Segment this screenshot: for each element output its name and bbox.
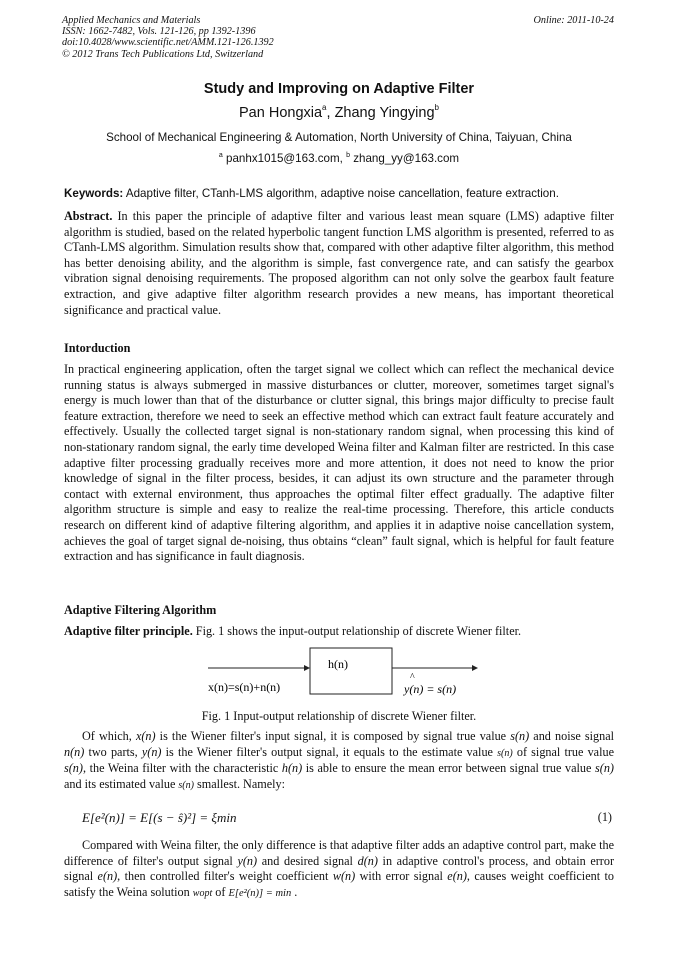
compare-text-1: Compared with Weina filter, the only difference is that adaptive filter adds an adaptive control part, make the difference of filter's output signal <box>64 838 614 868</box>
output-label: y(n) = s(n) <box>404 682 457 696</box>
affiliation: School of Mechanical Engineering & Automation, North University of China, Taiyuan, China <box>106 131 572 144</box>
var-y-2: y(n) <box>237 853 258 868</box>
var-s-hat: s(n) <box>497 747 513 759</box>
principle-paragraph <box>64 624 614 640</box>
email-b-sup: b <box>346 152 350 160</box>
compare-text-3: in adaptive control's process, and obtain error signal <box>64 853 615 884</box>
author-1-sup: a <box>322 103 327 112</box>
compare-paragraph <box>64 838 614 901</box>
copyright-line: © 2012 Trans Tech Publications Ltd, Switzerland <box>62 48 264 60</box>
email-a: panhx1015@163.com, <box>222 152 347 165</box>
journal-header <box>62 15 274 60</box>
filter-box-label: h(n) <box>328 657 348 671</box>
author-separator: , <box>326 104 335 121</box>
var-e-2: e(n) <box>447 869 467 884</box>
email-a-sup: a <box>218 152 223 160</box>
author-1: Pan Hongxia <box>239 104 323 121</box>
input-label: x(n)=s(n)+n(n) <box>208 680 281 694</box>
var-d: d(n) <box>357 853 378 868</box>
equation-1: E[e²(n)] = E[(s − ŝ)²] = ξmin <box>82 810 237 825</box>
author-2-sup: b <box>434 103 439 112</box>
wiener-paragraph <box>64 729 614 793</box>
email-line <box>0 152 678 165</box>
wiener-text-5: is the Wiener filter's output signal, it equals to the estimate value <box>161 744 498 759</box>
issn-line: ISSN: 1662-7482, Vols. 121-126, pp 1392-1396 <box>62 26 256 38</box>
var-s-hat-2: s(n) <box>178 779 194 791</box>
wiener-text-2: is the Wiener filter's input signal, it is composed by signal true value <box>155 729 511 743</box>
compare-text-6: , causes weight coefficient to satisfy the Weina solution <box>64 869 614 899</box>
keywords-label: Keywords: <box>64 187 124 200</box>
intro-heading: Intorduction <box>64 341 131 355</box>
author-line <box>0 104 678 121</box>
wiener-text-8: is able to ensure the mean error between signal true value <box>302 761 596 776</box>
filter-box <box>310 648 392 694</box>
journal-name: Applied Mechanics and Materials <box>62 15 201 26</box>
abstract-label: Abstract. <box>64 209 113 223</box>
doi-line: doi:10.4028/www.scientific.net/AMM.121-126.1392 <box>62 37 274 49</box>
wiener-text-9: and its estimated value <box>64 776 179 791</box>
compare-text-7: of <box>212 884 229 899</box>
output-arrow <box>472 665 478 671</box>
compare-text-8: . <box>291 884 298 899</box>
wiener-text-4: two parts, <box>84 744 142 759</box>
compare-text-2: and desired signal <box>257 853 358 868</box>
var-s: s(n) <box>510 729 530 743</box>
var-x: x(n) <box>135 729 156 743</box>
figure-caption: Fig. 1 Input-output relationship of discrete Wiener filter. <box>201 709 477 723</box>
principle-label: Adaptive filter principle. <box>64 624 193 638</box>
online-date: Online: 2011-10-24 <box>533 15 614 26</box>
wiener-text-3: and noise signal <box>529 729 614 743</box>
input-arrow <box>304 665 310 671</box>
var-h: h(n) <box>281 761 303 776</box>
min-condition: E[e²(n)] = min <box>228 887 292 899</box>
var-n: n(n) <box>64 744 85 759</box>
intro-paragraph: In practical engineering application, often the target signal we collect which can reflect the mechanical device running status is always submerged in massive disturbances or clutter, moreover, sometimes target signal's energy is much lower than that of the disturbance or clutter signal, this brings major difficulty to precise fault feature extraction, therefore we need to seek an effective method which can extract fault feature accurately and effectively. Usually the collected target signal is non-stationary random signal, when processing this kind of non-stationary random signal, the early time developed Weina filter and Kalman filter are restricted. In this case adaptive filter processing gradually receives more and more attention, it does not need to know the prior knowledge of signal in the filter process, besides, it can adjust its own structure and the parameter through contact with external environment, thus approaches the optimal filter effect gradually. The adaptive filter algorithm structure is simple and easy to realize the real-time processing. Therefore, this article conducts research on different kind of adaptive filtering algorithm, and applies it in adaptive noise cancellation system, achieves the goal of target signal de-noising, thus obtains “clean” fault signal, which is helpful for fault feature extraction and has significance in fault diagnosis. <box>64 362 614 564</box>
section-heading-adaptive: Adaptive Filtering Algorithm <box>64 603 217 617</box>
abstract <box>64 209 614 318</box>
keywords-text: Adaptive filter, CTanh-LMS algorithm, adaptive noise cancellation, feature extraction. <box>123 187 559 200</box>
keywords <box>64 187 616 200</box>
var-y: y(n) <box>141 744 162 759</box>
wiener-text-6: of signal true value <box>512 744 614 759</box>
paper-title: Study and Improving on Adaptive Filter <box>203 81 475 97</box>
email-b: zhang_yy@163.com <box>350 152 460 165</box>
compare-text-4: , then controlled filter's weight coefficient <box>117 869 333 884</box>
output-hat: ^ <box>410 672 415 683</box>
wiener-text-10: smallest. Namely: <box>193 776 286 791</box>
var-e: e(n) <box>97 869 118 884</box>
var-s-2: s(n) <box>64 761 83 776</box>
var-s-3: s(n) <box>595 761 614 776</box>
compare-text-5: with error signal <box>355 869 448 884</box>
abstract-text: In this paper the principle of adaptive filter and various least mean square (LMS) adaptive filter algorithm is studied, based on the related hyperbolic tangent function LMS algorithm is presented, referred to as CTanh-LMS algorithm. Simulation results show that, compared with other adaptive filter algorithm, this method has better denoising ability, and the algorithm is simple, fast convergence rate, and can satisfy the gearbox vibration signal denoising requirements. The proposed algorithm can not only solve the gearbox fault feature extraction, and give adaptive filter algorithm research provides a new means, has important theoretical significance and practical value. <box>64 209 614 317</box>
wiener-text-1: Of which, <box>82 729 136 743</box>
var-w-opt: wopt <box>192 887 213 899</box>
principle-text: Fig. 1 shows the input-output relationship of discrete Wiener filter. <box>192 624 522 638</box>
author-2: Zhang Yingying <box>334 104 435 121</box>
var-w: w(n) <box>332 869 356 884</box>
wiener-filter-diagram <box>200 645 480 701</box>
equation-number: (1) <box>597 810 612 824</box>
wiener-text-7: , the Weina filter with the characteristic <box>82 761 282 776</box>
